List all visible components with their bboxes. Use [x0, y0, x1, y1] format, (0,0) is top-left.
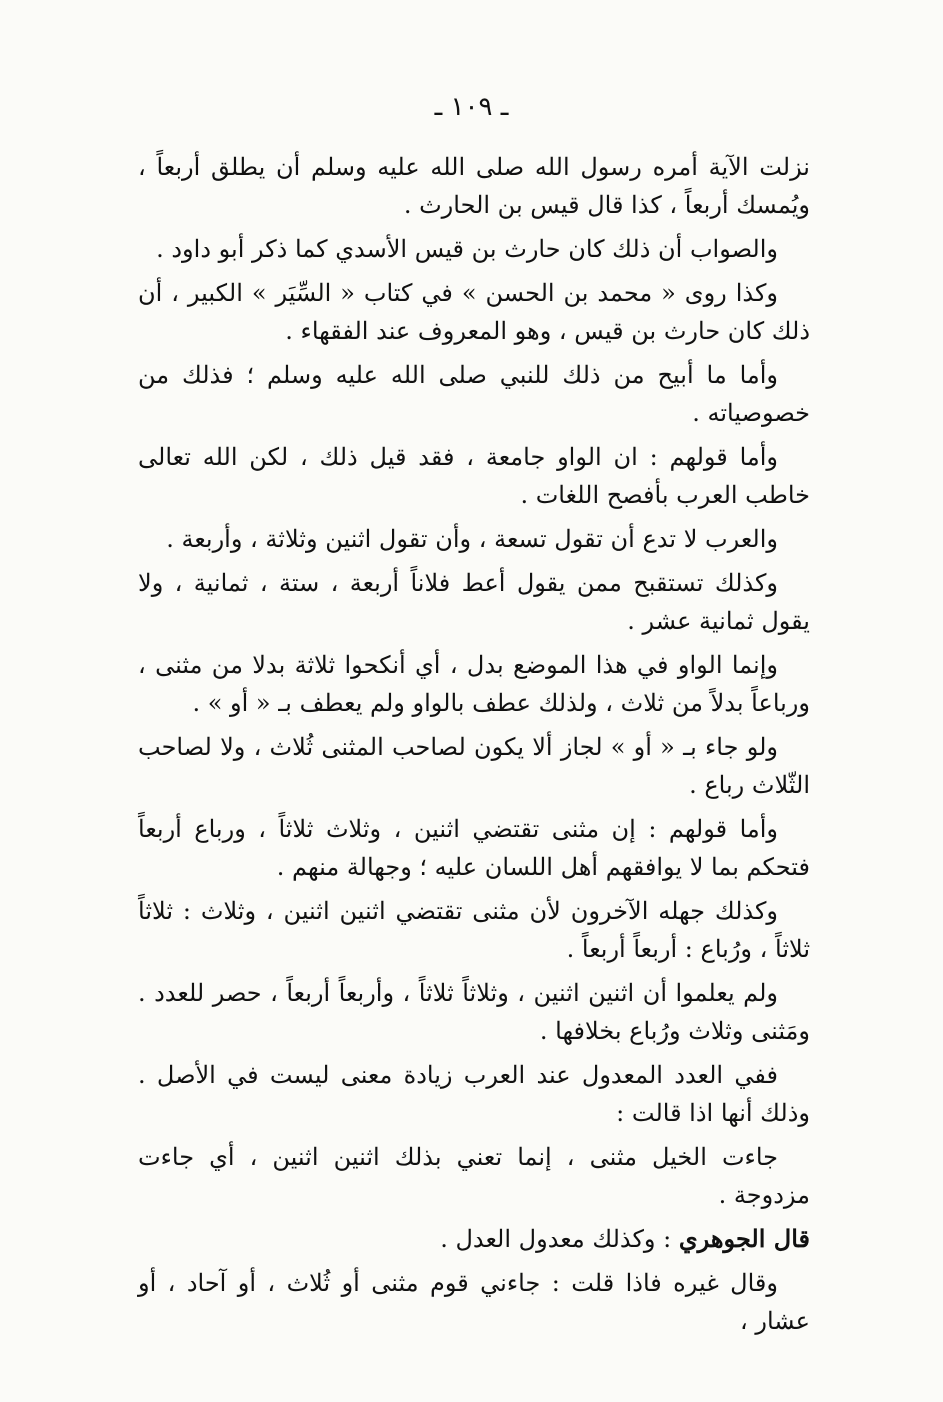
paragraph: ففي العدد المعدول عند العرب زيادة معنى ليست في الأصل . وذلك أنها اذا قالت :	[138, 1061, 810, 1127]
paragraph: وقال غيره فاذا قلت : جاءني قوم مثنى أو ثُلاث ، أو آحاد ، أو عشار ،	[138, 1269, 810, 1335]
body-text	[138, 148, 810, 1346]
paragraph: ولم يعلموا أن اثنين اثنين ، وثلاثاً ثلاثاً ، وأربعاً أربعاً ، حصر للعدد . ومَثنى وثلاث ورُباع بخلافها .	[138, 979, 810, 1045]
paragraph: جاءت الخيل مثنى ، إنما تعني بذلك اثنين اثنين ، أي جاءت مزدوجة .	[138, 1143, 810, 1209]
paragraph: وإنما الواو في هذا الموضع بدل ، أي أنكحوا ثلاثة بدلا من مثنى ، ورباعاً بدلاً من ثلاث ، ولذلك عطف بالواو ولم يعطف بـ « أو » .	[138, 651, 810, 717]
paragraph: وأما ما أبيح من ذلك للنبي صلى الله عليه وسلم ؛ فذلك من خصوصياته .	[138, 361, 810, 427]
paragraph: وكذلك تستقبح ممن يقول أعط فلاناً أربعة ، ستة ، ثمانية ، ولا يقول ثمانية عشر .	[138, 569, 810, 635]
paragraph: وأما قولهم : ان الواو جامعة ، فقد قيل ذلك ، لكن الله تعالى خاطب العرب بأفصح اللغات .	[138, 443, 810, 509]
paragraph: ولو جاء بـ « أو » لجاز ألا يكون لصاحب المثنى ثُلاث ، ولا لصاحب الثّلاث رباع .	[138, 733, 810, 799]
paragraph: وكذلك جهله الآخرون لأن مثنى تقتضي اثنين اثنين ، وثلاث : ثلاثاً ثلاثاً ، ورُباع : أربعاً أربعاً .	[138, 897, 810, 963]
page-number: ـ ١٠٩ ـ	[434, 92, 509, 122]
paragraph: والصواب أن ذلك كان حارث بن قيس الأسدي كما ذكر أبو داود .	[156, 235, 778, 263]
paragraph: نزلت الآية أمره رسول الله صلى الله عليه وسلم أن يطلق أربعاً ، ويُمسك أربعاً ، كذا قال قيس بن الحارث .	[138, 153, 810, 219]
paragraph: وكذا روى « محمد بن الحسن » في كتاب « السِّيَر » الكبير ، أن ذلك كان حارث بن قيس ، وهو المعروف عند الفقهاء .	[138, 279, 810, 345]
paragraph-jawhari	[138, 1220, 810, 1258]
paragraph: وأما قولهم : إن مثنى تقتضي اثنين ، وثلاث ثلاثاً ، ورباع أربعاً فتحكم بما لا يوافقهم أهل اللسان عليه ؛ وجهالة منهم .	[138, 815, 810, 881]
quote-text: : وكذلك معدول العدل .	[440, 1225, 679, 1253]
speaker-name: قال الجوهري	[678, 1224, 810, 1253]
paragraph: والعرب لا تدع أن تقول تسعة ، وأن تقول اثنين وثلاثة ، وأربعة .	[166, 525, 778, 553]
